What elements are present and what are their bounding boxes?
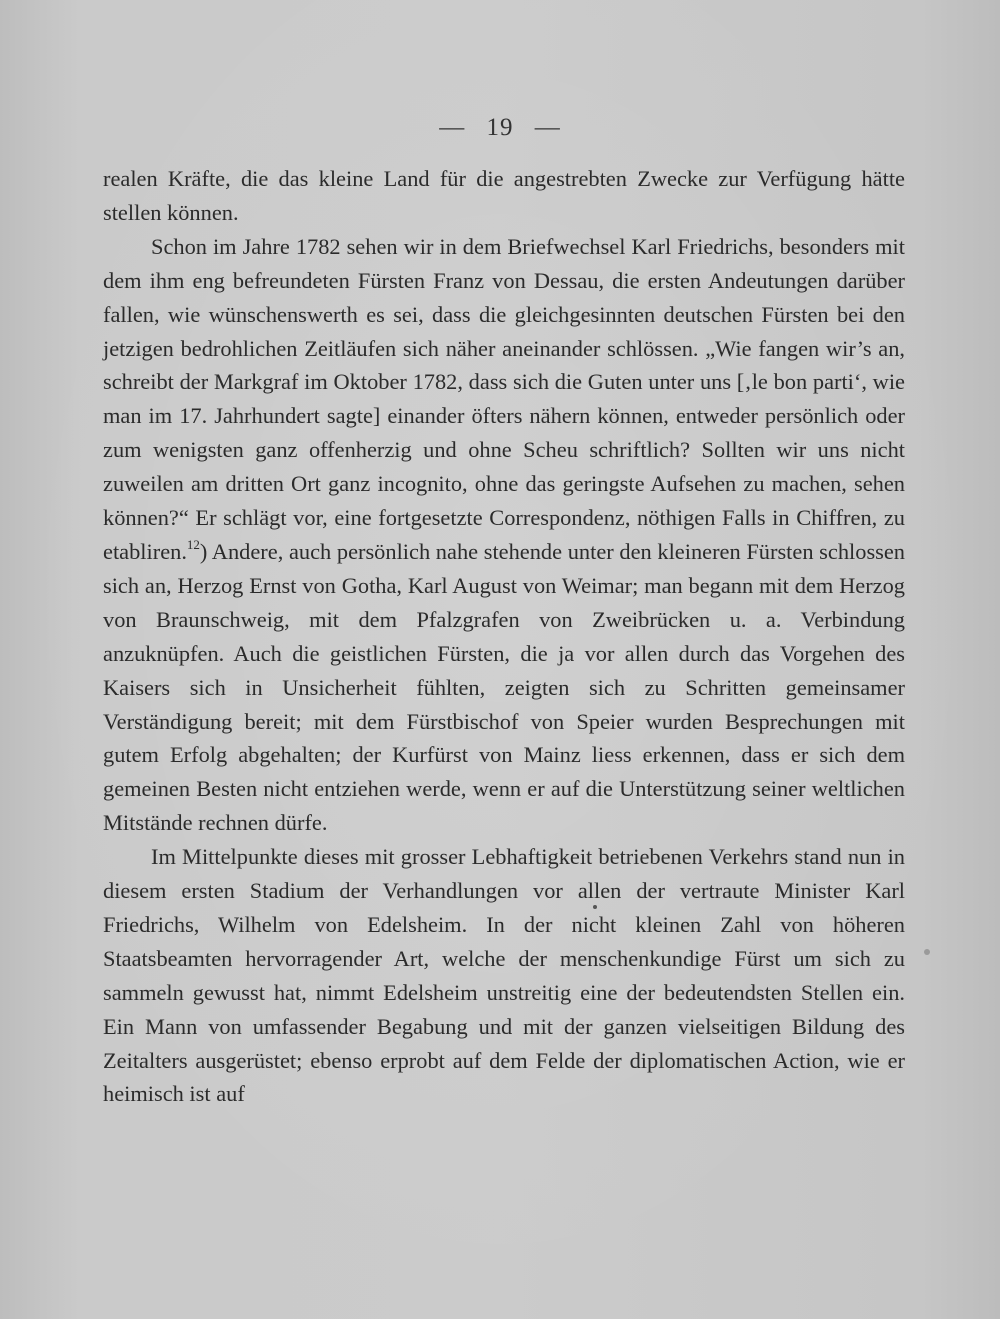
ink-speck [924,949,930,955]
paragraph-3: Im Mittelpunkte dieses mit grosser Lebhaftigkeit betriebenen Verkehrs stand nun in diesem ersten Stadium der Verhandlungen vor allen der vertraute Minister Karl Friedrichs, Wilhelm von Edelsheim. In der nicht kleinen Zahl von höheren Staatsbeamten hervorragender Art, welche der menschenkundige Fürst um sich zu sammeln gewusst hat, nimmt Edelsheim unstreitig eine der bedeutendsten Stellen ein. Ein Mann von umfassender Begabung und mit der ganzen vielseitigen Bildung des Zeitalters ausgerüstet; ebenso erprobt auf dem Felde der diplomatischen Action, wie er heimisch ist auf [103,844,905,1107]
ink-speck [593,905,597,909]
paragraph-1: realen Kräfte, die das kleine Land für die angestrebten Zwecke zur Verfügung hätte stellen können. [103,166,905,225]
body-text [103,162,905,1111]
paragraph-2-part-2: ) Andere, auch persönlich nahe stehende unter den kleineren Fürsten schlossen sich an, Herzog Ernst von Gotha, Karl August von Weimar; man begann mit dem Herzog von Braunschweig, mit dem Pfalzgrafen von Zweibrücken u. a. Verbindung anzuknüpfen. Auch die geistlichen Fürsten, die ja vor allen durch das Vorgehen des Kaisers sich in Unsicherheit fühlten, zeigten sich zu Schritten gemeinsamer Verständigung bereit; mit dem Fürstbischof von Speier wurden Besprechungen mit gutem Erfolg abgehalten; der Kurfürst von Mainz liess erkennen, dass er sich dem gemeinen Besten nicht entziehen werde, wenn er auf die Unterstützung seiner weltlichen Mitstände rechnen dürfe. [103,538,905,836]
header-dash-right: — [534,114,561,141]
page-number: 19 [486,114,514,141]
footnote-reference: 12 [186,536,200,552]
paragraph-2-part-1: Schon im Jahre 1782 sehen wir in dem Briefwechsel Karl Friedrichs, besonders mit dem ihm eng befreundeten Fürsten Franz von Dessau, die ersten Andeutungen darüber fallen, wie wünschenswerth es sei, dass die gleichgesinnten deutschen Fürsten bei den jetzigen bedrohlichen Zeitläufen sich näher aneinander schlössen. „Wie fangen wir’s an, schreibt der Markgraf im Oktober 1782, dass sich die Guten unter uns [‚le bon parti‘, wie man im 17. Jahrhundert sagte] einander öfters nähern können, entweder persönlich oder zum wenigsten ganz offenherzig und ohne Scheu schriftlich? Sollten wir uns nicht zuweilen am dritten Ort ganz incognito, ohne das geringste Aufsehen zu machen, sehen können?“ Er schlägt vor, eine fortgesetzte Correspondenz, nöthigen Falls in Chiffren, zu etabliren. [103,233,905,564]
paragraph-2 [103,230,905,840]
page-header [0,114,1000,142]
header-dash-left: — [439,114,466,141]
